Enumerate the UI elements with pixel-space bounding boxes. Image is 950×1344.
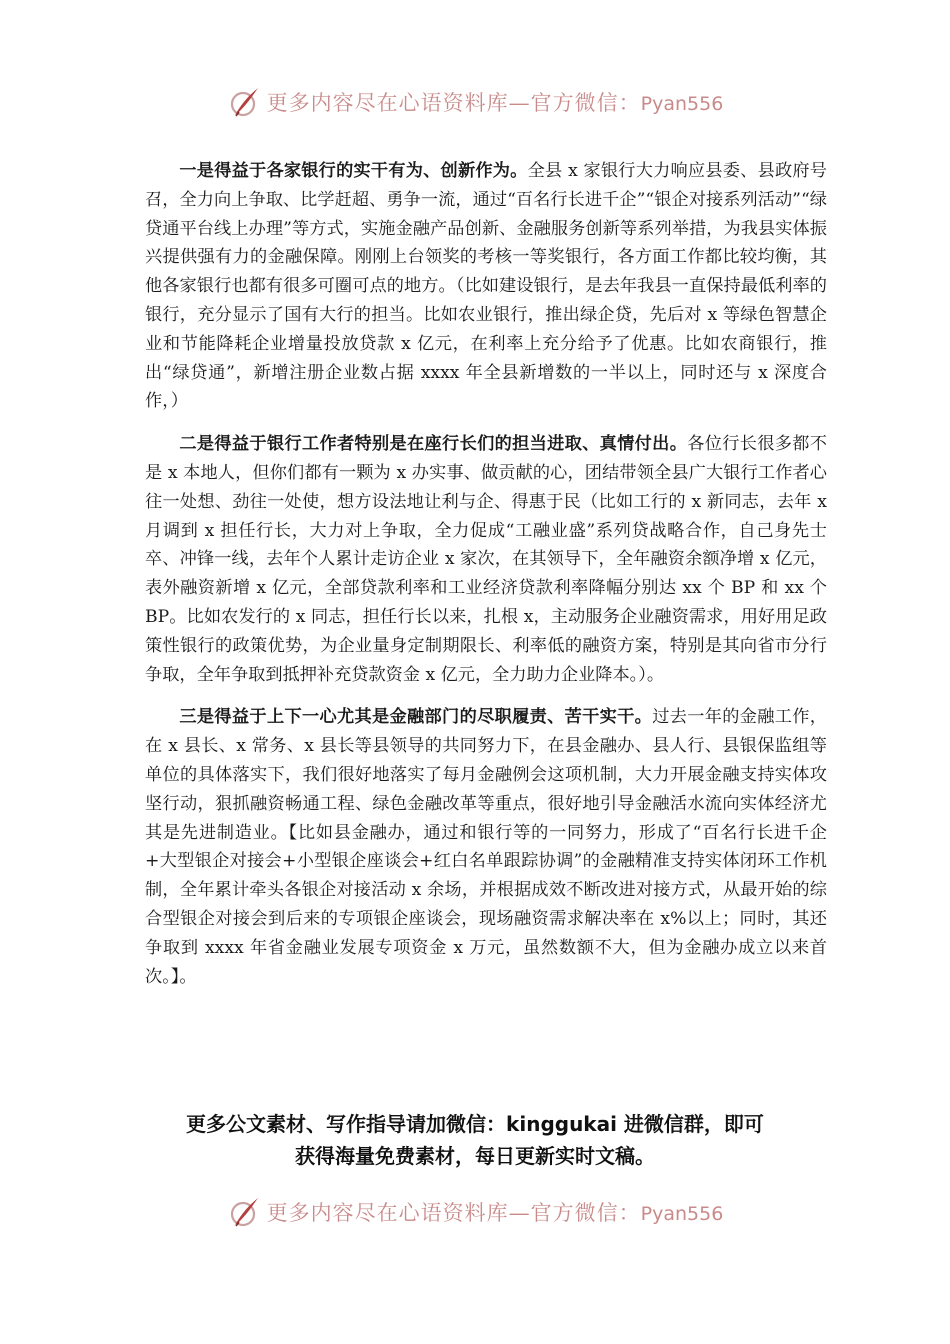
- footer-contact-id: Pyan556: [640, 1203, 724, 1225]
- footer-site-text: 更多内容尽在心语资料库: [266, 1201, 509, 1225]
- paragraph-1-lead: 一是得益于各家银行的实干有为、创新作为。: [179, 161, 528, 181]
- promo-line-2: 获得海量免费素材，每日更新实时文稿。: [295, 1144, 655, 1168]
- footer-dash: —: [508, 1201, 531, 1225]
- footer-banner: [0, 1190, 950, 1234]
- header-banner: [0, 80, 950, 124]
- paragraph-1: [145, 157, 827, 416]
- paragraph-2-body: 各位行长很多都不是 x 本地人，但你们都有一颗为 x 办实事、做贡献的心，团结带领全县广大银行工作者心往一处想、劲往一处使，想方设法地让利与企、得惠于民（比如工行的 x 新同志，去年 x 月调到 x 担任行长，大力对上争取，全力促成“工融业盛”系列贷战略合作，自己身先士卒、冲锋一线，去年个人累计走访企业 x 家次，在其领导下，全年融资余额净增 x 亿元，表外融资新增 x 亿元，全部贷款利率和工业经济贷款利率降幅分别达 xx 个 BP 和 xx 个 BP。比如农发行的 x 同志，担任行长以来，扎根 x，主动服务企业融资需求，用好用足政策性银行的政策优势，为企业量身定制期限长、利率低的融资方案，特别是其向省市分行争取，全年争取到抵押补充贷款资金 x 亿元，全力助力企业降本。）。: [145, 434, 827, 685]
- paragraph-1-body: 全县 x 家银行大力响应县委、县政府号召，全力向上争取、比学赶超、勇争一流，通过“百名行长进千企”“银企对接系列活动”“绿贷通平台线上办理”等方式，实施金融产品创新、金融服务创新等系列举措，为我县实体振兴提供强有力的金融保障。刚刚上台领奖的考核一等奖银行，各方面工作都比较均衡，其他各家银行也都有很多可圈可点的地方。（比如建设银行，是去年我县一直保持最低利率的银行，充分显示了国有大行的担当。比如农业银行，推出绿企贷，先后对 x 等绿色智慧企业和节能降耗企业增量投放贷款 x 亿元，在利率上充分给予了优惠。比如农商银行，推出“绿贷通”，新增注册企业数占据 xxxx 年全县新增数的一半以上，同时还与 x 深度合作，）: [145, 161, 827, 412]
- header-contact-label: 官方微信：: [530, 91, 641, 115]
- paragraph-3-lead: 三是得益于上下一心尤其是金融部门的尽职履责、苦干实干。: [179, 707, 653, 728]
- quill-pen-logo-icon: [227, 1195, 261, 1229]
- promo-line-1: 更多公文素材、写作指导请加微信：kinggukai 进微信群，即可: [186, 1112, 764, 1136]
- paragraph-3-body: 过去一年的金融工作，在 x 县长、x 常务、x 县长等县领导的共同努力下，在县金融办、县人行、县银保监组等单位的具体落实下，我们很好地落实了每月金融例会这项机制，大力开展金融支持实体攻坚行动，狠抓融资畅通工程、绿色金融改革等重点，很好地引导金融活水流向实体经济尤其是先进制造业。【比如县金融办，通过和银行等的一同努力，形成了“百名行长进千企+大型银企对接会+小型银企座谈会+红白名单跟踪协调”的金融精准支持实体闭环工作机制，全年累计牵头各银企对接活动 x 余场，并根据成效不断改进对接方式，从最开始的综合型银企对接会到后来的专项银企座谈会，现场融资需求解决率在 x%以上；同时，其还争取到 xxxx 年省金融业发展专项资金 x 万元，虽然数额不大，但为金融办成立以来首次。】。: [145, 707, 827, 987]
- header-contact-id: Pyan556: [640, 93, 724, 115]
- paragraph-3: [145, 703, 827, 991]
- promo-block: [0, 1108, 950, 1172]
- footer-banner-text: [267, 1197, 724, 1227]
- document-body: [145, 157, 827, 1005]
- footer-contact-label: 官方微信：: [530, 1201, 641, 1225]
- paragraph-2: [145, 430, 827, 689]
- quill-pen-logo-icon: [227, 85, 261, 119]
- paragraph-2-lead: 二是得益于银行工作者特别是在座行长们的担当进取、真情付出。: [179, 434, 688, 455]
- header-dash: —: [508, 91, 531, 115]
- header-site-text: 更多内容尽在心语资料库: [266, 91, 509, 115]
- header-banner-text: [267, 87, 724, 117]
